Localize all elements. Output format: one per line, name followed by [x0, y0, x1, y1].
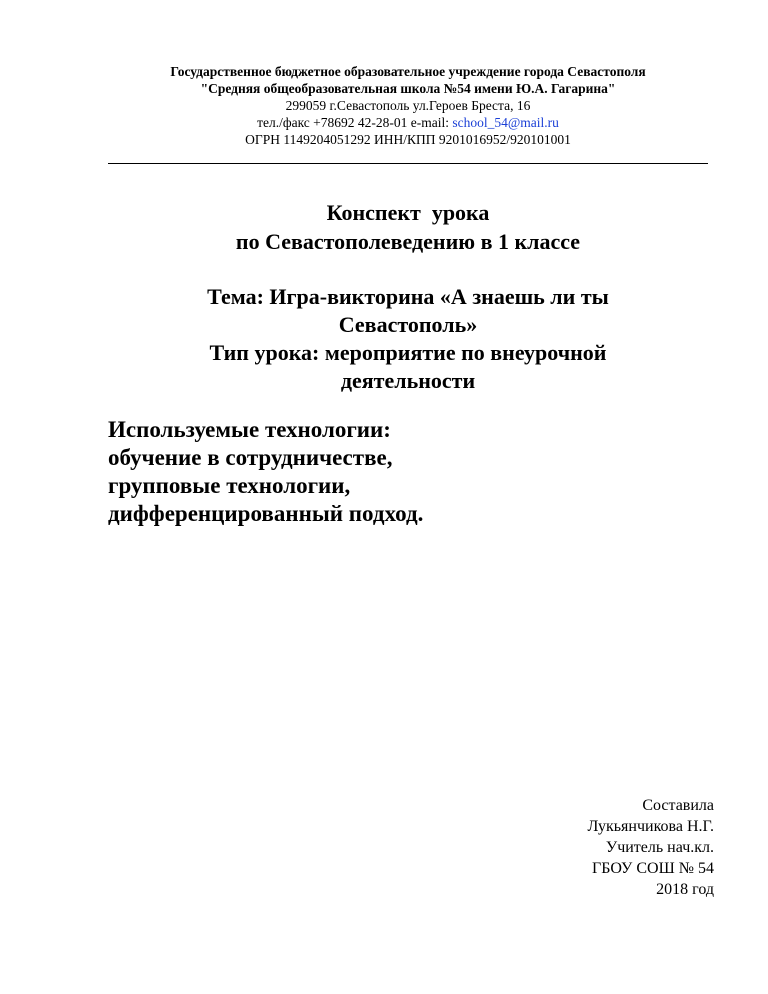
lesson-topic [108, 283, 708, 395]
author-position: Учитель нач.кл. [605, 839, 714, 856]
technology-item: обучение в сотрудничестве, [108, 445, 393, 470]
technology-item: дифференцированный подход. [108, 501, 424, 526]
technologies-heading: Используемые технологии: [108, 417, 391, 442]
lesson-type-line-1: Тип урока: мероприятие по внеурочной [209, 340, 607, 365]
lesson-type-line-2: деятельности [340, 368, 476, 393]
technologies-section [108, 416, 708, 528]
author-name: Лукьянчикова Н.Г. [587, 818, 714, 835]
header-divider [108, 163, 708, 164]
institution-name: Государственное бюджетное образовательное учреждение города Севастополя [170, 64, 646, 79]
lesson-title [108, 198, 708, 256]
school-contacts [108, 114, 708, 131]
author-school: ГБОУ СОШ № 54 [592, 860, 714, 877]
email-link[interactable]: school_54@mail.ru [452, 115, 559, 130]
school-header [108, 63, 708, 148]
author-label: Составила [642, 797, 714, 814]
topic-line-2: Севастополь» [338, 312, 478, 337]
document-year: 2018 год [656, 881, 714, 898]
lesson-title-line-2: по Севастополеведению в 1 классе [235, 229, 581, 254]
topic-line-1: Тема: Игра-викторина «А знаешь ли ты [207, 284, 609, 309]
school-address: 299059 г.Севастополь ул.Героев Бреста, 16 [285, 98, 531, 113]
lesson-title-line-1: Конспект урока [326, 200, 490, 225]
technology-item: групповые технологии, [108, 473, 351, 498]
school-registration: ОГРН 1149204051292 ИНН/КПП 9201016952/920101001 [245, 132, 571, 147]
school-name: "Средняя общеобразовательная школа №54 имени Ю.А. Гагарина" [200, 81, 616, 96]
contact-phone: тел./факс +78692 42-28-01 e-mail: [257, 115, 453, 130]
author-info [408, 795, 714, 900]
